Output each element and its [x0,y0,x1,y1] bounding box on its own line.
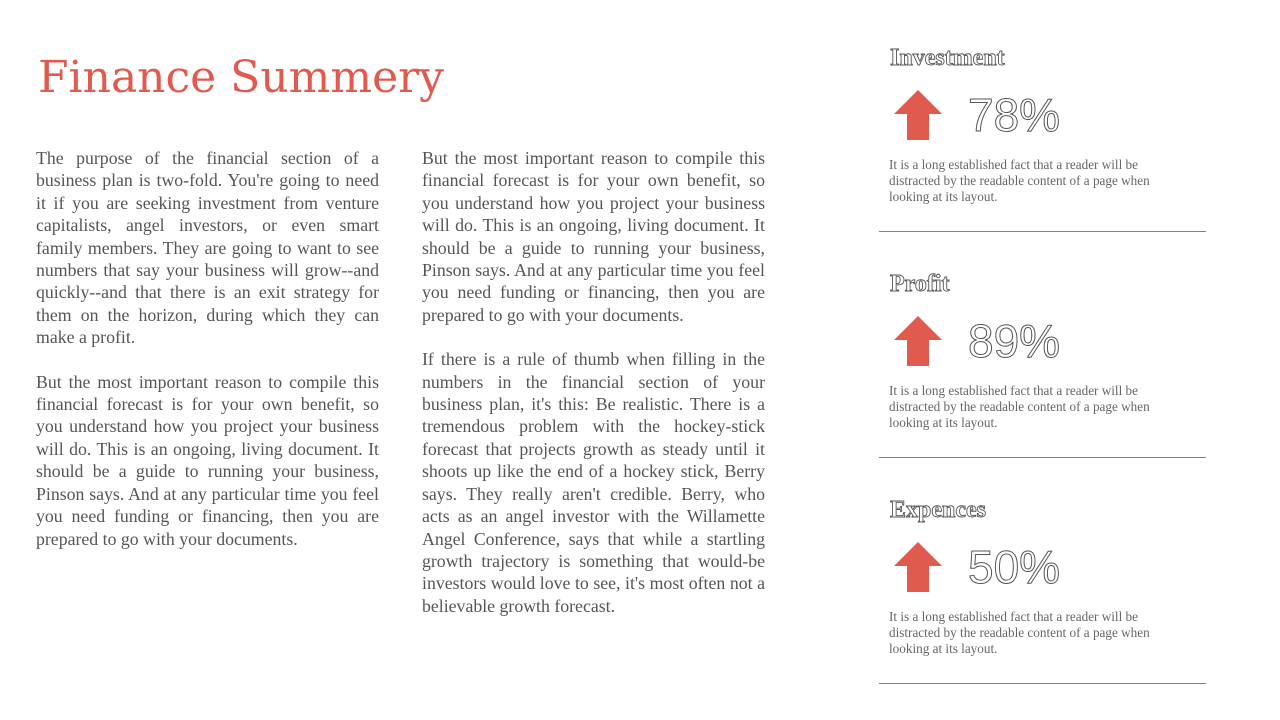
stat-description-expences: It is a long established fact that a reader will be distracted by the readable content of a page when looking at its layout. [889,609,1150,657]
stat-value-profit: 89% [968,315,1061,367]
stat-panel-profit [879,271,1206,458]
middle-paragraph-2: If there is a rule of thumb when filling in the numbers in the financial section of your business plan, it's this: Be realistic. There is a tremendous problem with the hockey-stick forecast that projects growth as steady until it shoots up like the end of a hockey stick, Berry says. They really aren't credible. Berry, who acts as an angel investor with the Willamette Angel Conference, says that while a startling growth trajectory is something that would-be investors would love to see, it's most often not a believable growth forecast. [422,349,765,616]
arrow-up-icon [894,90,942,140]
left-paragraph-1: The purpose of the financial section of a business plan is two-fold. You're going to need it if you are seeking investment from venture capitalists, angel investors, or even smart family members. They are going to want to see numbers that say your business will grow--and quickly--and that there is an exit strategy for them on the horizon, during which they can make a profit. [36,148,379,348]
page-title: Finance Summery [38,52,445,103]
arrow-up-icon [894,316,942,366]
stat-value-expences: 50% [968,541,1061,593]
stat-value-investment: 78% [968,89,1061,141]
stat-panel-investment [879,45,1206,232]
stat-heading-profit: Profit [890,271,950,297]
middle-paragraph-1: But the most important reason to compile this financial forecast is for your own benefit, so you understand how you project your business will do. This is an ongoing, living document. It should be a guide to running your business, Pinson says. And at any particular time you feel you need funding or financing, then you are prepared to go with your documents. [422,148,765,325]
arrow-up-icon [894,542,942,592]
stat-description-investment: It is a long established fact that a reader will be distracted by the readable content of a page when looking at its layout. [889,157,1150,205]
stat-description-profit: It is a long established fact that a reader will be distracted by the readable content of a page when looking at its layout. [889,383,1150,431]
stat-heading-investment: Investment [890,45,1005,71]
left-paragraph-2: But the most important reason to compile this financial forecast is for your own benefit, so you understand how you project your business will do. This is an ongoing, living document. It should be a guide to running your business, Pinson says. And at any particular time you feel you need funding or financing, then you are prepared to go with your documents. [36,371,379,549]
middle-text-column [422,147,765,639]
stat-heading-expences: Expences [890,497,986,523]
left-text-column [36,147,379,572]
stat-panel-expences [879,497,1206,684]
